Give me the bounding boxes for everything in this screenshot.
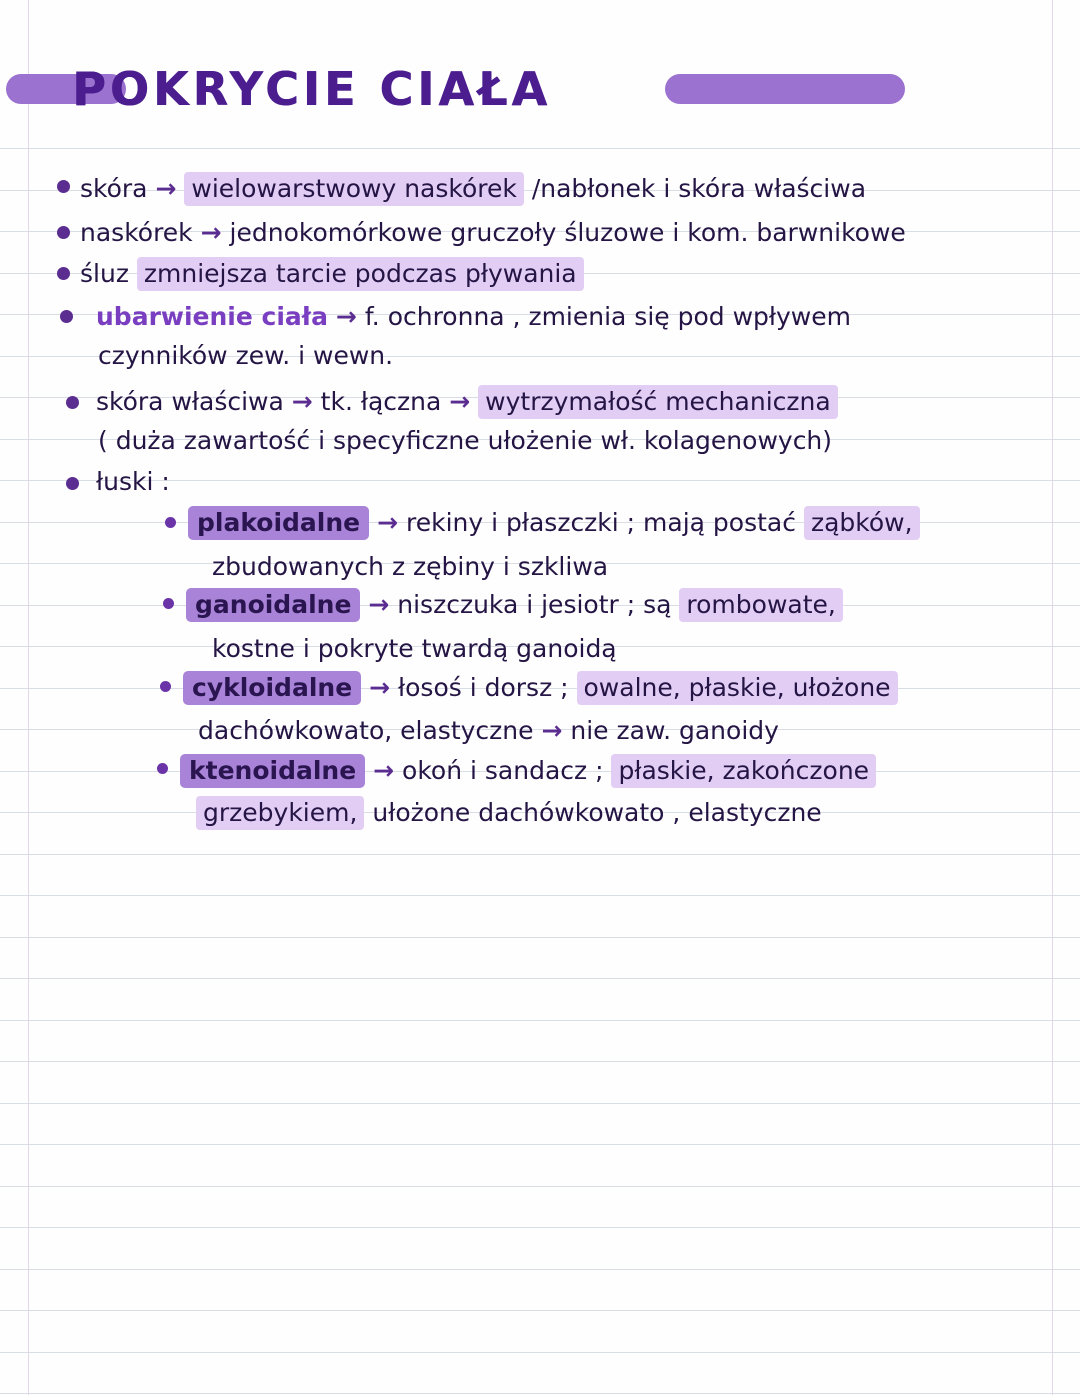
bullet-dot-sluz (57, 267, 70, 280)
bullet-line-luski: łuski : (96, 467, 170, 496)
bullet-line-skora (80, 174, 866, 204)
cykloidalne-line2 (198, 716, 779, 746)
ubarwienie-label: ubarwienie ciała (96, 302, 328, 331)
skora-wlasciwa-continuation: ( duża zawartość i specyficzne ułożenie wł. kolagenowych) (98, 426, 833, 455)
plakoidalne-desc: rekiny i płaszczki ; mają postać (405, 508, 796, 537)
bullet-dot-cykloidalne (160, 681, 171, 692)
bullet-line-ubarwienie (96, 302, 851, 332)
arrow-icon: → (377, 508, 399, 537)
highlight-plaskie-zakonczone: płaskie, zakończone (611, 754, 876, 788)
bullet-dot-naskorek (57, 226, 70, 239)
label-plakoidalne: plakoidalne (188, 506, 369, 540)
subbullet-line-cykloidalne (183, 673, 898, 703)
arrow-icon: → (335, 302, 357, 331)
bullet-skora-word: skóra (80, 174, 148, 203)
arrow-icon: → (291, 387, 313, 416)
skora-wlasciwa-label: skóra właściwa (96, 387, 284, 416)
arrow-icon: → (200, 218, 222, 247)
label-cykloidalne: cykloidalne (183, 671, 361, 705)
ganoidalne-desc: niszczuka i jesiotr ; są (397, 590, 672, 619)
highlight-rombowate: rombowate, (679, 588, 842, 622)
bullet-dot-ktenoidalne (157, 763, 168, 774)
cykloidalne-desc: łosoś i dorsz ; (398, 673, 569, 702)
arrow-icon: → (373, 756, 395, 785)
ganoidalne-line2: kostne i pokryte twardą ganoidą (212, 634, 617, 663)
ktenoidalne-line2-text: ułożone dachówkowato , elastyczne (372, 798, 822, 827)
arrow-icon: → (369, 673, 391, 702)
bullet-line-skora-wlasciwa (96, 387, 838, 417)
bullet-sluz-word: śluz (80, 259, 129, 288)
bullet-skora-tail: /nabłonek i skóra właściwa (531, 174, 867, 203)
title-row (0, 62, 1080, 118)
label-ganoidalne: ganoidalne (186, 588, 360, 622)
subbullet-line-plakoidalne (188, 508, 920, 538)
arrow-icon: → (368, 590, 390, 619)
arrow-icon: → (155, 174, 177, 203)
bullet-dot-skora (57, 180, 70, 193)
bullet-dot-skora-wlasciwa (66, 396, 79, 409)
bullet-dot-plakoidalne (165, 517, 176, 528)
cykloidalne-line2-tail: nie zaw. ganoidy (570, 716, 779, 745)
highlight-grzebykiem: grzebykiem, (196, 796, 364, 830)
plakoidalne-line2: zbudowanych z zębiny i szkliwa (212, 552, 609, 581)
highlight-wytrzymalosc-mechaniczna: wytrzymałość mechaniczna (478, 385, 838, 419)
ktenoidalne-line2 (196, 798, 822, 828)
cykloidalne-line2-text: dachówkowato, elastyczne (198, 716, 534, 745)
highlight-sluz-phrase: zmniejsza tarcie podczas pływania (137, 257, 584, 291)
label-ktenoidalne: ktenoidalne (180, 754, 365, 788)
bullet-naskorek-tail: jednokomórkowe gruczoły śluzowe i kom. barwnikowe (229, 218, 906, 247)
bullet-dot-ubarwienie (60, 310, 73, 323)
ubarwienie-continuation: czynników zew. i wewn. (98, 341, 394, 370)
tkanka-laczna-label: tk. łączna (320, 387, 442, 416)
bullet-line-sluz (80, 259, 584, 289)
highlight-wielowarstwowy-naskorek: wielowarstwowy naskórek (184, 172, 523, 206)
subbullet-line-ktenoidalne (180, 756, 876, 786)
title-highlight-right (665, 74, 905, 104)
bullet-dot-ganoidalne (163, 598, 174, 609)
arrow-icon: → (449, 387, 471, 416)
page-title: POKRYCIE CIAŁA (72, 62, 551, 116)
subbullet-line-ganoidalne (186, 590, 843, 620)
bullet-dot-luski (66, 477, 79, 490)
bullet-naskorek-word: naskórek (80, 218, 193, 247)
ktenoidalne-desc: okoń i sandacz ; (402, 756, 604, 785)
ubarwienie-tail: f. ochronna , zmienia się pod wpływem (364, 302, 851, 331)
highlight-zabkow: ząbków, (804, 506, 920, 540)
highlight-owalne-plaskie-ulozone: owalne, płaskie, ułożone (577, 671, 898, 705)
bullet-line-naskorek (80, 218, 906, 248)
arrow-icon: → (541, 716, 563, 745)
